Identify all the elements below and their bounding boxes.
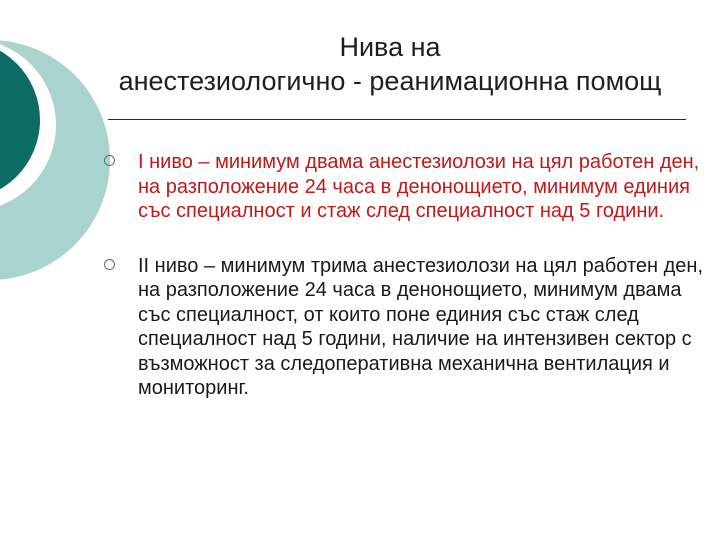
title-divider (108, 119, 686, 120)
circle-bullet-icon (104, 259, 115, 270)
bullet-level-2 (104, 254, 712, 401)
bullet-level-1-text: I ниво – минимум двама анестезиолози на цял работен ден, на разположение 24 часа в денонощието, минимум единия със специалност и стаж след специалност над 5 години. (138, 151, 700, 222)
circle-bullet-icon (104, 155, 115, 166)
slide-title (70, 30, 710, 98)
bullet-level-2-text: II ниво – минимум трима анестезиолози на цял работен ден, на разположение 24 часа в денонощието, минимум двама със специалност, от които поне единия със стаж след специалност над 5 години, наличие на интензивен сектор с възможност за следоперативна механична вентилация и мониторинг. (138, 254, 704, 399)
bullet-list (104, 150, 712, 431)
slide-title-line-2: анестезиологично - реанимационна помощ (118, 66, 662, 96)
slide-title-line-1: Нива на (339, 32, 441, 62)
bullet-level-1 (104, 150, 712, 224)
